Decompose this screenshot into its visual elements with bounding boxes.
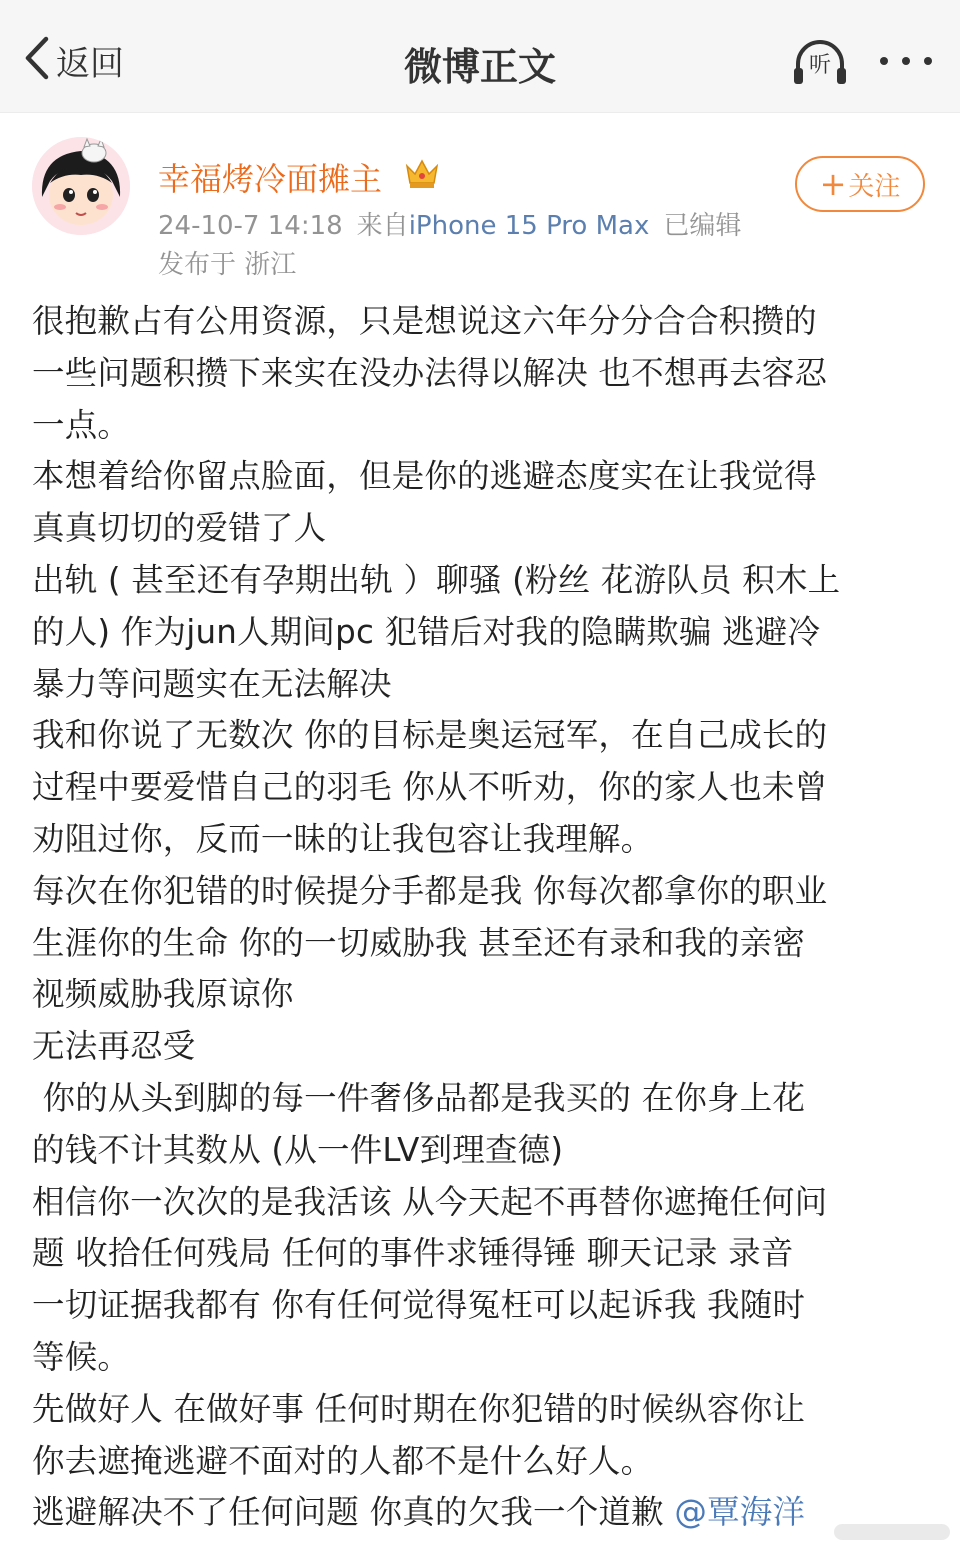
crown-icon — [404, 156, 440, 190]
post-line: 生涯你的生命 你的一切威胁我 甚至还有录和我的亲密 — [32, 923, 806, 962]
nav-bar — [0, 0, 960, 113]
post-line: 一切证据我都有 你有任何觉得冤枉可以起诉我 我随时 — [32, 1286, 806, 1325]
post-line: 真真切切的爱错了人 — [32, 509, 327, 548]
post-line: 很抱歉占有公用资源，只是想说这六年分分合合积攒的 — [32, 302, 817, 340]
mention-link[interactable]: @覃海洋 — [674, 1493, 806, 1532]
listen-label: 听 — [808, 53, 831, 78]
post-line: 暴力等问题实在无法解决 — [32, 664, 392, 703]
post-timestamp: 24-10-7 14:18 — [158, 211, 343, 241]
post-line: 视频威胁我原谅你 — [32, 975, 294, 1014]
source-prefix: 来自 — [356, 211, 409, 241]
post-content — [32, 296, 932, 1539]
post-line: 你的从头到脚的每一件奢侈品都是我买的 在你身上花 — [32, 1078, 806, 1117]
post-line-last — [32, 1487, 932, 1539]
post-line: 等候。 — [32, 1337, 131, 1376]
avatar[interactable] — [32, 137, 130, 235]
watermark-icon — [832, 1516, 952, 1546]
more-dots-icon — [876, 61, 936, 80]
post-line: 一些问题积攒下来实在没办法得以解决 也不想再去容忍 — [32, 353, 828, 392]
edited-label[interactable]: 已编辑 — [663, 211, 742, 241]
post-line: 的钱不计其数从 (从一件LV到理查德) — [32, 1130, 564, 1169]
plus-icon: + — [819, 165, 847, 203]
post-line: 相信你一次次的是我活该 从今天起不再替你遮掩任何问 — [32, 1182, 828, 1221]
post-line: 每次在你犯错的时候提分手都是我 你每次都拿你的职业 — [32, 871, 828, 910]
post-line: 题 收拾任何残局 任何的事件求锤得锤 聊天记录 录音 — [32, 1234, 794, 1273]
follow-button[interactable] — [795, 156, 925, 212]
post-line: 本想着给你留点脸面，但是你的逃避态度实在让我觉得 — [32, 457, 817, 496]
post-line: 过程中要爱惜自己的羽毛 你从不听劝，你的家人也未曾 — [32, 768, 828, 807]
device-link[interactable]: iPhone 15 Pro Max — [408, 211, 650, 241]
author-name[interactable]: 幸福烤冷面摊主 — [158, 160, 383, 198]
post-line: 先做好人 在做好事 任何时期在你犯错的时候纵容你让 — [32, 1389, 806, 1428]
post-line: 劝阻过你，反而一昧的让我包容让我理解。 — [32, 819, 654, 858]
post-line: 你去遮掩逃避不面对的人都不是什么好人。 — [32, 1441, 654, 1480]
listen-button[interactable] — [790, 34, 850, 90]
page-title: 微博正文 — [403, 45, 556, 89]
post-location: 发布于 浙江 — [158, 250, 297, 280]
more-button[interactable] — [876, 46, 936, 76]
post-line-text: 逃避解决不了任何问题 你真的欠我一个道歉 — [32, 1493, 675, 1532]
post-meta — [158, 205, 741, 242]
post-line: 的人) 作为jun人期间pc 犯错后对我的隐瞒欺骗 逃避冷 — [32, 612, 821, 651]
post-line: 我和你说了无数次 你的目标是奥运冠军，在自己成长的 — [32, 716, 828, 755]
post-line: 出轨 ( 甚至还有孕期出轨 ）聊骚 (粉丝 花游队员 积木上 — [32, 560, 841, 599]
post-line: 无法再忍受 — [32, 1027, 196, 1066]
follow-label: 关注 — [848, 171, 901, 202]
back-label: 返回 — [56, 43, 124, 84]
post-line: 一点。 — [32, 405, 131, 444]
